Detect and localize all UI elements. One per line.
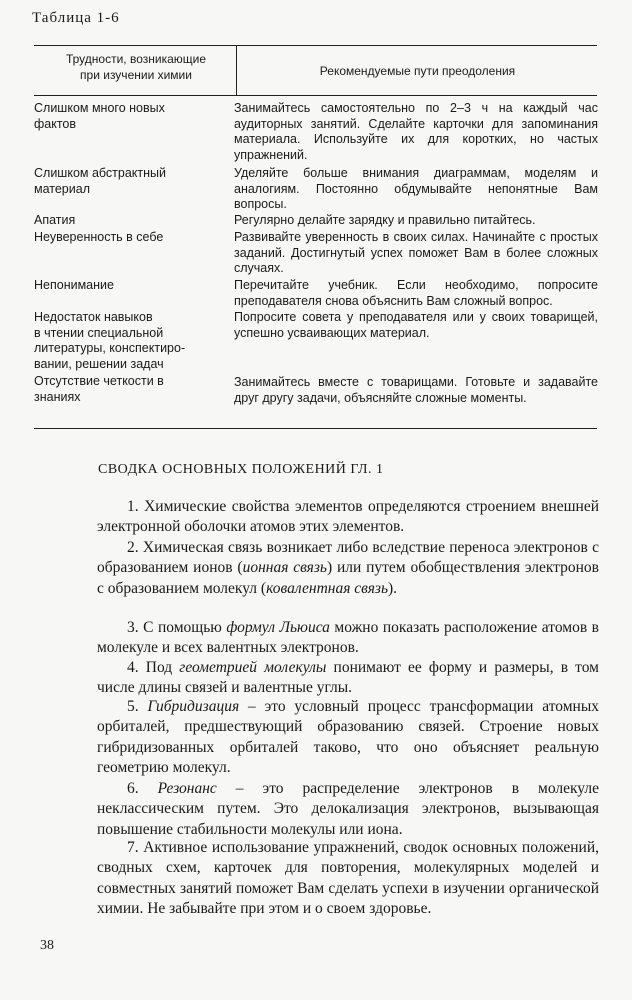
table-row-difficulty: Апатия: [34, 213, 76, 227]
table-header-solutions: Рекомендуемые пути преодоления: [319, 64, 516, 78]
page-number: 38: [40, 938, 54, 953]
table-row-difficulty: Неуверенность в себе: [34, 230, 164, 244]
summary-item-2: 2. Химическая связь возникает либо вследствие переноса электронов с образованием ионов (ионная связь) или путем обобществления электронов с образованием молекул (ковалентная связь).: [97, 539, 600, 597]
table-header-divider: [236, 45, 237, 96]
section-title: СВОДКА ОСНОВНЫХ ПОЛОЖЕНИЙ ГЛ. 1: [98, 462, 384, 477]
summary-item-4: 4. Под геометрией молекулы понимают ее форму и размеры, в том числе длины связей и валентные углы.: [97, 659, 599, 697]
table-header-rule: [34, 95, 597, 96]
summary-item-3: 3. С помощью формул Льюиса можно показать расположение атомов в молекуле и всех валентных электронов.: [97, 619, 599, 657]
table-caption: Таблица 1-6: [32, 10, 120, 26]
summary-item-1: 1. Химические свойства элементов определяются строением внешней электронной оболочки атомов этих элементов.: [97, 498, 599, 536]
table-row-solution: Развивайте уверенность в своих силах. Начинайте с простых заданий. Достигнутый успех поможет Вам в более сложных случаях.: [234, 230, 598, 275]
table-row-solution: Попросите совета у преподавателя или у своих товарищей, успешно усваивающих материал.: [234, 310, 598, 340]
summary-item-6: 6. Резонанс – это распределение электронов в молекуле неклассическим путем. Это делокализация электронов, вызывающая повышение стабильности молекулы или иона.: [97, 780, 599, 838]
table-bottom-rule: [34, 428, 597, 429]
table-row-solution: Регулярно делайте зарядку и правильно питайтесь.: [234, 213, 536, 227]
summary-item-7: 7. Активное использование упражнений, сводок основных положений, сводных схем, карточек для повторения, молекулярных моделей и совместных занятий поможет Вам сделать успехи в изучении органической химии. Не забывайте при этом и о своем здоровье.: [97, 839, 600, 918]
table-row-difficulty: Слишком много новых фактов: [34, 101, 165, 131]
summary-item-5: 5. Гибридизация – это условный процесс трансформации атомных орбиталей, предшествующий образованию связей. Строение новых гибридизованных орбиталей таково, что оно объясняет реальную геометрию молекул.: [97, 698, 600, 777]
table-header-difficulties: Трудности, возникающие при изучении химии: [65, 52, 206, 82]
table-row-difficulty: Слишком абстрактный материал: [34, 166, 167, 196]
table-row-difficulty: Недостаток навыков в чтении специальной литературы, конспектиро- вании, решении задач: [34, 310, 186, 371]
table-top-rule: [34, 45, 597, 46]
table-row-solution: Занимайтесь вместе с товарищами. Готовьте и задавайте друг другу задачи, объясняйте сложные моменты.: [234, 375, 598, 405]
table-row-solution: Занимайтесь самостоятельно по 2–3 ч на каждый час аудиторных занятий. Сделайте карточки для запоминания материала. Используйте их для коротких, но частых упражнений.: [234, 101, 598, 162]
table-row-solution: Перечитайте учебник. Если необходимо, попросите преподавателя снова объяснить Вам сложный вопрос.: [234, 278, 598, 308]
table-row-difficulty: Непонимание: [34, 278, 114, 292]
table-row-difficulty: Отсутствие четкости в знаниях: [34, 374, 164, 404]
table-row-solution: Уделяйте больше внимания диаграммам, моделям и аналогиям. Постоянно обдумывайте непонятные Вам вопросы.: [234, 166, 598, 211]
